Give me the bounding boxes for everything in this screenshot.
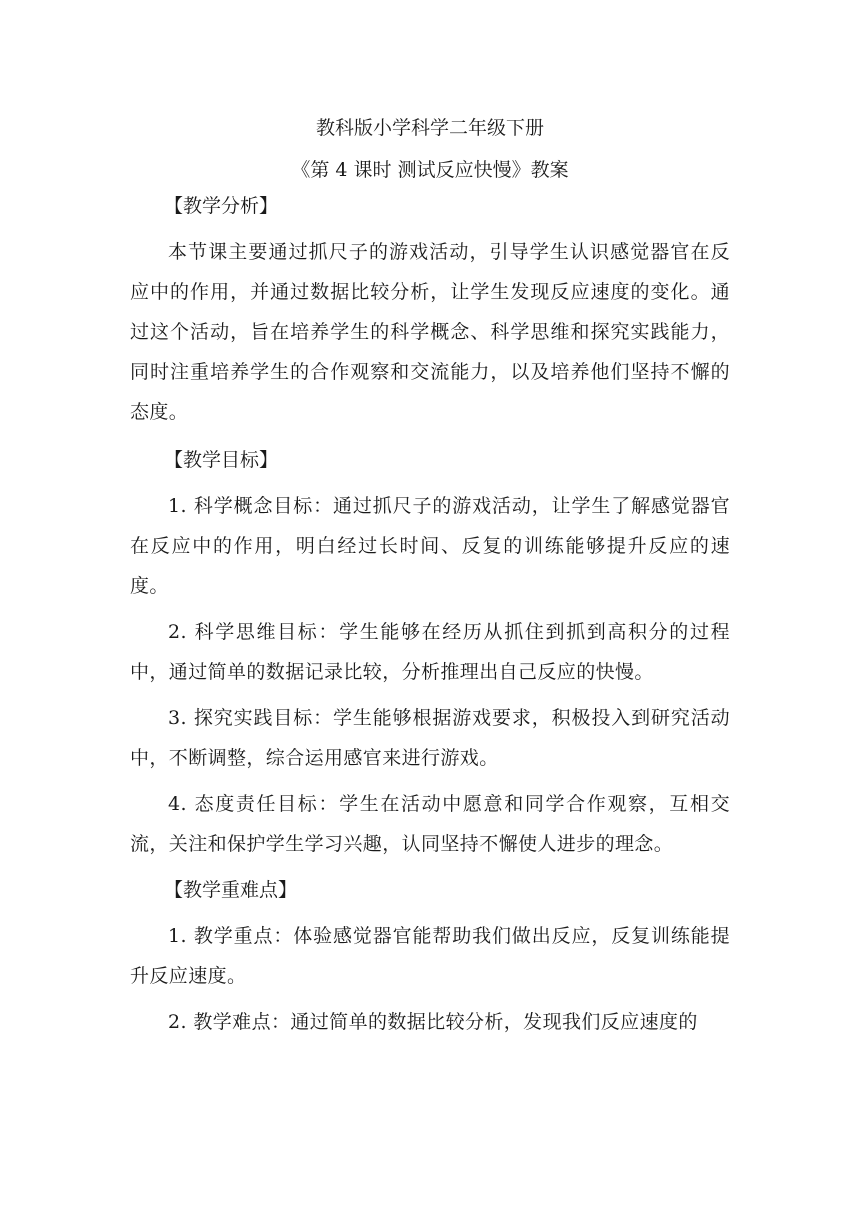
section-key-points <box>130 870 730 1042</box>
document-title-line2: 《第 4 课时 测试反应快慢》教案 <box>291 159 569 181</box>
document-title-line1: 教科版小学科学二年级下册 <box>315 117 544 139</box>
section-heading: 【教学目标】 <box>164 449 279 471</box>
section-paragraph: 本节课主要通过抓尺子的游戏活动，引导学生认识感觉器官在反应中的作用，并通过数据比较分析，让学生发现反应速度的变化。通过这个活动，旨在培养学生的科学概念、科学思维和探究实践能力，同时注重培养学生的合作观察和交流能力，以及培养他们坚持不懈的态度。 <box>130 241 730 423</box>
section-paragraph: 3. 探究实践目标：学生能够根据游戏要求，积极投入到研究活动中，不断调整，综合运用感官来进行游戏。 <box>130 707 730 769</box>
section-paragraph: 1. 科学概念目标：通过抓尺子的游戏活动，让学生了解感觉器官在反应中的作用，明白经过长时间、反复的训练能够提升反应的速度。 <box>130 495 730 597</box>
section-heading: 【教学重难点】 <box>164 879 298 901</box>
section-teaching-goals <box>130 440 730 864</box>
section-heading: 【教学分析】 <box>164 195 279 217</box>
section-paragraph: 2. 科学思维目标：学生能够在经历从抓住到抓到高积分的过程中，通过简单的数据记录比较，分析推理出自己反应的快慢。 <box>130 621 730 683</box>
section-teaching-analysis <box>130 186 730 432</box>
section-paragraph: 4. 态度责任目标：学生在活动中愿意和同学合作观察，互相交流，关注和保护学生学习兴趣，认同坚持不懈使人进步的理念。 <box>130 793 730 855</box>
section-paragraph: 2. 教学难点：通过简单的数据比较分析，发现我们反应速度的 <box>168 1011 698 1033</box>
section-paragraph: 1. 教学重点：体验感觉器官能帮助我们做出反应，反复训练能提升反应速度。 <box>130 925 730 987</box>
document-page <box>130 108 730 1042</box>
